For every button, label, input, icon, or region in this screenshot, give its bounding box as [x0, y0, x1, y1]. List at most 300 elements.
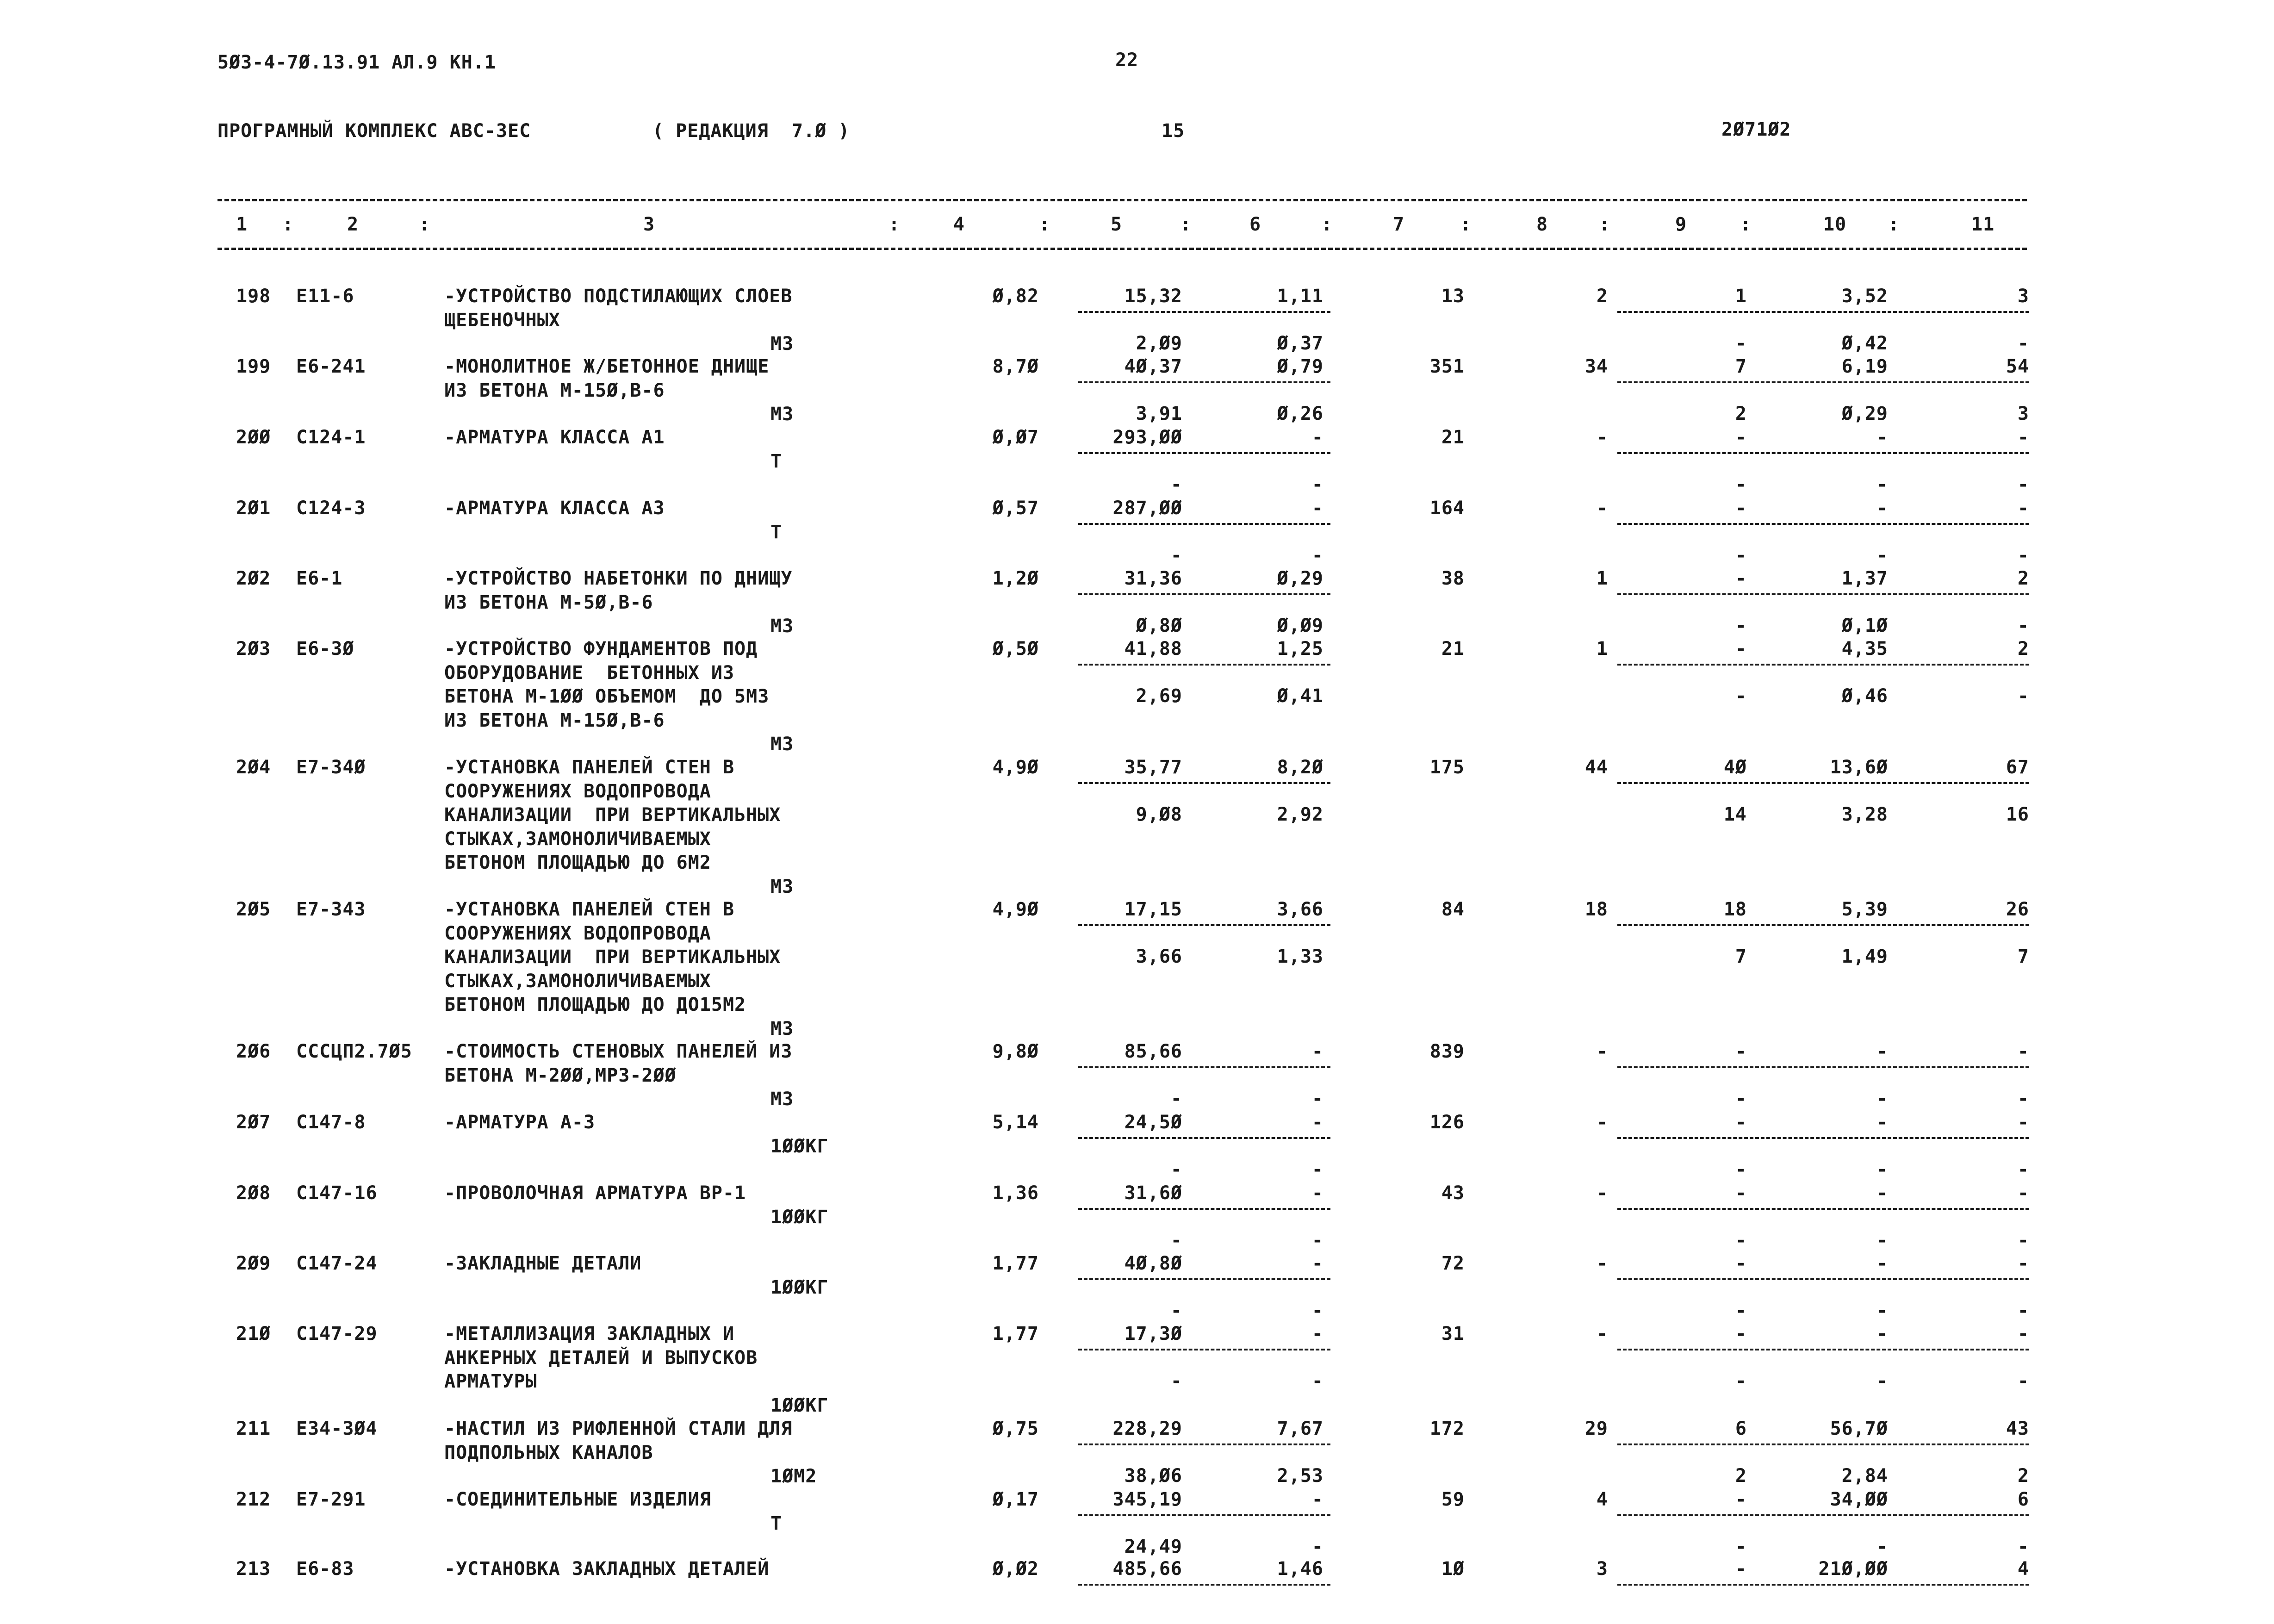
row-unit: Т	[770, 1512, 783, 1534]
cell-col-5: 485,66	[1112, 1558, 1182, 1580]
column-separator: :	[419, 214, 431, 235]
cell-col-8: 29	[1584, 1418, 1608, 1439]
sub-cell-col-6: 2,92	[1277, 804, 1323, 825]
cell-col-6: 3,66	[1277, 899, 1323, 920]
column-separator: :	[1039, 214, 1051, 235]
cell-col-10: -	[1876, 1182, 1888, 1204]
sub-cell-col-6: Ø,Ø9	[1277, 615, 1323, 636]
sub-cell-col-6: -	[1311, 1230, 1323, 1251]
cell-col-7: 351	[1429, 356, 1465, 377]
cell-col-9: -	[1735, 1558, 1747, 1580]
sub-rule	[1078, 1349, 1330, 1350]
column-separator: :	[1740, 214, 1752, 235]
cell-col-9: 7	[1735, 356, 1747, 377]
sub-cell-col-5: 24,49	[1124, 1536, 1182, 1557]
cell-col-7: 1Ø	[1441, 1558, 1465, 1580]
sub-cell-col-5: 3,66	[1136, 946, 1182, 967]
cell-col-4: 9,8Ø	[992, 1041, 1039, 1062]
cell-col-8: 44	[1584, 757, 1608, 778]
cell-col-6: 1,25	[1277, 638, 1323, 660]
column-header-6: 6	[1249, 214, 1261, 235]
row-number: 2Ø9	[236, 1253, 271, 1274]
sheet-number: 15	[1162, 120, 1185, 142]
row-code: С147-16	[296, 1182, 378, 1204]
row-number: 2Ø5	[236, 899, 271, 920]
row-description: СООРУЖЕНИЯХ ВОДОПРОВОДА	[444, 922, 711, 944]
row-description: -АРМАТУРА КЛАССА А1	[444, 427, 665, 448]
sub-cell-col-6: -	[1311, 1300, 1323, 1321]
cell-col-7: 839	[1429, 1041, 1465, 1062]
sub-cell-col-10: -	[1876, 1159, 1888, 1180]
sub-cell-col-5: 3,91	[1136, 403, 1182, 424]
cell-col-11: -	[2017, 1323, 2029, 1344]
row-unit: 1ØØКГ	[770, 1206, 829, 1228]
cell-col-10: -	[1876, 498, 1888, 519]
sub-cell-col-11: 3	[2017, 403, 2029, 424]
cell-col-7: 38	[1441, 568, 1465, 589]
column-separator: :	[1460, 214, 1472, 235]
sub-cell-col-9: 2	[1735, 1465, 1747, 1487]
sub-rule	[1617, 1444, 2029, 1445]
cell-col-4: 1,2Ø	[992, 568, 1039, 589]
cell-col-9: 18	[1723, 899, 1747, 920]
cell-col-9: -	[1735, 1253, 1747, 1274]
sub-cell-col-10: Ø,46	[1841, 685, 1888, 707]
cell-col-7: 164	[1429, 498, 1465, 519]
sub-cell-col-9: 14	[1723, 804, 1747, 825]
row-description: СТЫКАХ,ЗАМОНОЛИЧИВАЕМЫХ	[444, 970, 711, 992]
sub-rule	[1078, 523, 1330, 525]
row-code: Е6-83	[296, 1558, 354, 1580]
row-number: 211	[236, 1418, 271, 1439]
sub-rule	[1617, 1066, 2029, 1068]
cell-col-8: 4	[1596, 1489, 1608, 1510]
cell-col-7: 13	[1441, 286, 1465, 307]
cell-col-6: -	[1311, 1323, 1323, 1344]
row-number: 198	[236, 286, 271, 307]
sub-cell-col-6: -	[1311, 545, 1323, 566]
row-unit: Т	[770, 450, 783, 472]
sub-rule	[1078, 1584, 1330, 1586]
cell-col-11: 2	[2017, 568, 2029, 589]
sub-cell-col-9: 7	[1735, 946, 1747, 967]
cell-col-4: 8,7Ø	[992, 356, 1039, 377]
row-unit: М3	[770, 1018, 794, 1039]
sub-cell-col-5: -	[1170, 474, 1182, 495]
sub-cell-col-9: -	[1735, 685, 1747, 707]
row-description: ОБОРУДОВАНИЕ БЕТОННЫХ ИЗ	[444, 662, 735, 684]
row-number: 2Ø3	[236, 638, 271, 660]
cell-col-5: 85,66	[1124, 1041, 1182, 1062]
cell-col-5: 293,ØØ	[1112, 427, 1182, 448]
sub-cell-col-11: -	[2017, 474, 2029, 495]
row-description: -АРМАТУРА КЛАССА А3	[444, 498, 665, 519]
sub-cell-col-9: -	[1735, 615, 1747, 636]
cell-col-6: Ø,79	[1277, 356, 1323, 377]
cell-col-5: 17,15	[1124, 899, 1182, 920]
program-name: ПРОГРАМНЫЙ КОМПЛЕКС АВС-3ЕС	[217, 120, 531, 142]
column-header-8: 8	[1536, 214, 1548, 235]
cell-col-5: 17,3Ø	[1124, 1323, 1182, 1344]
row-description: КАНАЛИЗАЦИИ ПРИ ВЕРТИКАЛЬНЫХ	[444, 804, 781, 826]
sub-cell-col-6: -	[1311, 1536, 1323, 1557]
sub-cell-col-11: -	[2017, 1536, 2029, 1557]
cell-col-8: -	[1596, 1112, 1608, 1133]
column-separator: :	[1888, 214, 1900, 235]
sub-cell-col-6: 1,33	[1277, 946, 1323, 967]
row-number: 213	[236, 1558, 271, 1580]
row-number: 21Ø	[236, 1323, 271, 1344]
cell-col-8: -	[1596, 1253, 1608, 1274]
cell-col-4: 1,77	[992, 1253, 1039, 1274]
sub-cell-col-6: Ø,26	[1277, 403, 1323, 424]
cell-col-9: -	[1735, 1041, 1747, 1062]
sub-cell-col-5: -	[1170, 545, 1182, 566]
column-header-11: 11	[1971, 214, 1995, 235]
cell-col-10: -	[1876, 1323, 1888, 1344]
sub-cell-col-9: -	[1735, 1300, 1747, 1321]
sub-cell-col-6: 2,53	[1277, 1465, 1323, 1487]
sub-cell-col-5: -	[1170, 1370, 1182, 1392]
column-header-2: 2	[347, 214, 359, 235]
cell-col-5: 345,19	[1112, 1489, 1182, 1510]
cell-col-6: -	[1311, 1489, 1323, 1510]
sub-rule	[1617, 924, 2029, 926]
row-description: КАНАЛИЗАЦИИ ПРИ ВЕРТИКАЛЬНЫХ	[444, 946, 781, 968]
row-code: Е11-6	[296, 286, 354, 307]
cell-col-6: -	[1311, 1041, 1323, 1062]
cell-col-11: 26	[2006, 899, 2029, 920]
cell-col-6: 8,2Ø	[1277, 757, 1323, 778]
cell-col-11: 4	[2017, 1558, 2029, 1580]
document-code: 5Ø3-4-7Ø.13.91 АЛ.9 КН.1	[217, 52, 496, 73]
cell-col-8: -	[1596, 1041, 1608, 1062]
sub-rule	[1078, 593, 1330, 595]
sub-rule	[1617, 311, 2029, 313]
cell-col-9: -	[1735, 1489, 1747, 1510]
cell-col-6: -	[1311, 1182, 1323, 1204]
sub-rule	[1617, 1584, 2029, 1586]
sub-cell-col-11: 2	[2017, 1465, 2029, 1487]
sub-cell-col-9: -	[1735, 1536, 1747, 1557]
sub-cell-col-6: -	[1311, 1159, 1323, 1180]
sub-rule	[1078, 1278, 1330, 1280]
cell-col-10: -	[1876, 1041, 1888, 1062]
row-code: Е7-34Ø	[296, 757, 366, 778]
row-description: -МЕТАЛЛИЗАЦИЯ ЗАКЛАДНЫХ И	[444, 1323, 735, 1344]
sub-rule	[1078, 1137, 1330, 1139]
row-unit: М3	[770, 734, 794, 755]
sub-rule	[1617, 452, 2029, 454]
cell-col-4: Ø,82	[992, 286, 1039, 307]
row-description: -УСТАНОВКА ЗАКЛАДНЫХ ДЕТАЛЕЙ	[444, 1558, 770, 1580]
row-number: 2Ø7	[236, 1112, 271, 1133]
row-description: БЕТОНОМ ПЛОЩАДЬЮ ДО ДО15М2	[444, 994, 746, 1015]
cell-col-11: -	[2017, 1253, 2029, 1274]
sub-cell-col-5: -	[1170, 1159, 1182, 1180]
cell-col-7: 21	[1441, 427, 1465, 448]
column-header-3: 3	[643, 214, 655, 235]
row-unit: М3	[770, 616, 794, 637]
cell-col-4: 4,9Ø	[992, 757, 1039, 778]
cell-col-10: 13,6Ø	[1830, 757, 1888, 778]
sub-cell-col-10: -	[1876, 474, 1888, 495]
sub-cell-col-11: 7	[2017, 946, 2029, 967]
row-code: С124-3	[296, 498, 366, 519]
cell-col-8: 34	[1584, 356, 1608, 377]
row-description: -СТОИМОСТЬ СТЕНОВЫХ ПАНЕЛЕЙ ИЗ	[444, 1041, 793, 1062]
row-unit: 1ØØКГ	[770, 1276, 829, 1298]
cell-col-11: 2	[2017, 638, 2029, 660]
sub-cell-col-5: -	[1170, 1088, 1182, 1109]
cell-col-5: 35,77	[1124, 757, 1182, 778]
cell-col-7: 172	[1429, 1418, 1465, 1439]
sub-cell-col-9: -	[1735, 1370, 1747, 1392]
column-header-10: 10	[1823, 214, 1847, 235]
row-unit: Т	[770, 521, 783, 543]
cell-col-9: 6	[1735, 1418, 1747, 1439]
row-description: ПОДПОЛЬНЫХ КАНАЛОВ	[444, 1442, 653, 1463]
sub-cell-col-10: 2,84	[1841, 1465, 1888, 1487]
row-description: -УСТАНОВКА ПАНЕЛЕЙ СТЕН В	[444, 757, 735, 778]
sub-cell-col-11: -	[2017, 1159, 2029, 1180]
column-separator: :	[1599, 214, 1611, 235]
sub-rule	[1078, 1514, 1330, 1516]
cell-col-6: -	[1311, 427, 1323, 448]
sub-cell-col-10: Ø,42	[1841, 333, 1888, 354]
row-description: -МОНОЛИТНОЕ Ж/БЕТОННОЕ ДНИЩЕ	[444, 356, 770, 377]
row-description: -УСТРОЙСТВО ФУНДАМЕНТОВ ПОД	[444, 638, 758, 660]
sub-rule	[1078, 452, 1330, 454]
cell-col-10: -	[1876, 1112, 1888, 1133]
row-description: -УСТРОЙСТВО НАБЕТОНКИ ПО ДНИЩУ	[444, 568, 793, 589]
cell-col-11: 3	[2017, 286, 2029, 307]
sub-rule	[1617, 1349, 2029, 1350]
sub-cell-col-9: 2	[1735, 403, 1747, 424]
sub-rule	[1617, 1278, 2029, 1280]
sub-cell-col-9: -	[1735, 333, 1747, 354]
sub-cell-col-9: -	[1735, 1230, 1747, 1251]
sub-cell-col-10: -	[1876, 1536, 1888, 1557]
cell-col-5: 4Ø,37	[1124, 356, 1182, 377]
row-number: 2ØØ	[236, 427, 271, 448]
cell-col-4: Ø,75	[992, 1418, 1039, 1439]
row-description: СТЫКАХ,ЗАМОНОЛИЧИВАЕМЫХ	[444, 828, 711, 850]
cell-col-10: 21Ø,ØØ	[1818, 1558, 1888, 1580]
cell-col-8: -	[1596, 427, 1608, 448]
row-description: АРМАТУРЫ	[444, 1371, 537, 1392]
row-unit: М3	[770, 333, 794, 355]
row-unit: 1ØØКГ	[770, 1394, 829, 1416]
sub-rule	[1078, 924, 1330, 926]
row-number: 2Ø4	[236, 757, 271, 778]
cell-col-10: 4,35	[1841, 638, 1888, 660]
cell-col-4: 5,14	[992, 1112, 1039, 1133]
row-description: БЕТОНОМ ПЛОЩАДЬЮ ДО 6М2	[444, 852, 711, 873]
sub-cell-col-5: 38,Ø6	[1124, 1465, 1182, 1487]
row-code: С147-29	[296, 1323, 378, 1344]
column-separator: :	[1180, 214, 1192, 235]
cell-col-10: 6,19	[1841, 356, 1888, 377]
row-code: Е6-1	[296, 568, 343, 589]
sub-cell-col-9: -	[1735, 1159, 1747, 1180]
row-description: БЕТОНА М-1ØØ ОБЪЕМОМ ДО 5М3	[444, 686, 770, 707]
row-code: Е7-291	[296, 1489, 366, 1510]
sub-rule	[1078, 664, 1330, 666]
row-description: БЕТОНА М-2ØØ,МР3-2ØØ	[444, 1064, 677, 1086]
cell-col-11: -	[2017, 1041, 2029, 1062]
sub-cell-col-10: -	[1876, 1230, 1888, 1251]
cell-col-11: -	[2017, 427, 2029, 448]
row-code: СССЦП2.7Ø5	[296, 1041, 412, 1062]
column-header-9: 9	[1675, 214, 1687, 235]
row-description: ЩЕБЕНОЧНЫХ	[444, 309, 560, 331]
column-header-1: 1	[236, 214, 248, 235]
cell-col-5: 31,36	[1124, 568, 1182, 589]
column-header-4: 4	[953, 214, 965, 235]
column-separator: :	[1321, 214, 1333, 235]
cell-col-6: Ø,29	[1277, 568, 1323, 589]
cell-col-6: -	[1311, 1253, 1323, 1274]
table-top-rule	[217, 199, 2027, 201]
row-code: С147-8	[296, 1112, 366, 1133]
row-number: 212	[236, 1489, 271, 1510]
cell-col-9: -	[1735, 1182, 1747, 1204]
sub-rule	[1617, 1137, 2029, 1139]
cell-col-8: 1	[1596, 638, 1608, 660]
sub-cell-col-9: -	[1735, 545, 1747, 566]
sub-rule	[1617, 1514, 2029, 1516]
sub-cell-col-10: -	[1876, 1370, 1888, 1392]
cell-col-4: Ø,Ø2	[992, 1558, 1039, 1580]
cell-col-8: 18	[1584, 899, 1608, 920]
cell-col-10: -	[1876, 427, 1888, 448]
row-unit: 1ØØКГ	[770, 1135, 829, 1157]
sub-cell-col-5: Ø,8Ø	[1136, 615, 1182, 636]
program-code: 2Ø71Ø2	[1721, 119, 1791, 140]
cell-col-7: 72	[1441, 1253, 1465, 1274]
cell-col-7: 59	[1441, 1489, 1465, 1510]
cell-col-11: 54	[2006, 356, 2029, 377]
cell-col-11: 6	[2017, 1489, 2029, 1510]
cell-col-10: 1,37	[1841, 568, 1888, 589]
cell-col-10: 3,52	[1841, 286, 1888, 307]
sub-cell-col-5: 2,Ø9	[1136, 333, 1182, 354]
cell-col-11: -	[2017, 498, 2029, 519]
sub-cell-col-6: Ø,41	[1277, 685, 1323, 707]
sub-cell-col-5: 2,69	[1136, 685, 1182, 707]
sub-cell-col-5: 9,Ø8	[1136, 804, 1182, 825]
cell-col-8: 1	[1596, 568, 1608, 589]
cell-col-4: 1,77	[992, 1323, 1039, 1344]
cell-col-6: 7,67	[1277, 1418, 1323, 1439]
sub-cell-col-11: -	[2017, 615, 2029, 636]
sub-cell-col-11: -	[2017, 1370, 2029, 1392]
sub-rule	[1617, 782, 2029, 784]
sub-cell-col-5: -	[1170, 1230, 1182, 1251]
row-code: Е6-241	[296, 356, 366, 377]
row-unit: М3	[770, 876, 794, 897]
sub-rule	[1617, 664, 2029, 666]
cell-col-5: 24,5Ø	[1124, 1112, 1182, 1133]
row-number: 2Ø2	[236, 568, 271, 589]
row-unit: 1ØМ2	[770, 1466, 817, 1487]
sub-cell-col-11: 16	[2006, 804, 2029, 825]
cell-col-11: 67	[2006, 757, 2029, 778]
row-number: 199	[236, 356, 271, 377]
row-code: Е7-343	[296, 899, 366, 920]
sub-cell-col-5: -	[1170, 1300, 1182, 1321]
cell-col-4: Ø,57	[992, 498, 1039, 519]
row-number: 2Ø1	[236, 498, 271, 519]
sub-rule	[1078, 1066, 1330, 1068]
cell-col-8: 2	[1596, 286, 1608, 307]
sub-cell-col-10: Ø,1Ø	[1841, 615, 1888, 636]
column-header-7: 7	[1393, 214, 1405, 235]
row-code: С124-1	[296, 427, 366, 448]
cell-col-11: -	[2017, 1182, 2029, 1204]
sub-rule	[1617, 381, 2029, 383]
sub-cell-col-10: -	[1876, 1088, 1888, 1109]
sub-cell-col-10: 1,49	[1841, 946, 1888, 967]
sub-rule	[1078, 311, 1330, 313]
cell-col-5: 31,6Ø	[1124, 1182, 1182, 1204]
row-description: -УСТАНОВКА ПАНЕЛЕЙ СТЕН В	[444, 899, 735, 920]
cell-col-5: 41,88	[1124, 638, 1182, 660]
program-edition: ( РЕДАКЦИЯ 7.Ø )	[652, 120, 850, 142]
sub-cell-col-10: Ø,29	[1841, 403, 1888, 424]
cell-col-6: 1,11	[1277, 286, 1323, 307]
sub-cell-col-11: -	[2017, 1230, 2029, 1251]
cell-col-7: 21	[1441, 638, 1465, 660]
cell-col-10: 56,7Ø	[1830, 1418, 1888, 1439]
row-number: 2Ø6	[236, 1041, 271, 1062]
cell-col-11: -	[2017, 1112, 2029, 1133]
cell-col-5: 15,32	[1124, 286, 1182, 307]
sub-cell-col-9: -	[1735, 1088, 1747, 1109]
sub-cell-col-10: -	[1876, 1300, 1888, 1321]
cell-col-7: 126	[1429, 1112, 1465, 1133]
cell-col-7: 84	[1441, 899, 1465, 920]
cell-col-5: 4Ø,8Ø	[1124, 1253, 1182, 1274]
row-description: СООРУЖЕНИЯХ ВОДОПРОВОДА	[444, 780, 711, 802]
sub-rule	[1617, 593, 2029, 595]
cell-col-4: 1,36	[992, 1182, 1039, 1204]
sub-cell-col-10: 3,28	[1841, 804, 1888, 825]
cell-col-9: 1	[1735, 286, 1747, 307]
column-separator: :	[282, 214, 294, 235]
cell-col-4: Ø,Ø7	[992, 427, 1039, 448]
cell-col-9: -	[1735, 1323, 1747, 1344]
row-description: -ПРОВОЛОЧНАЯ АРМАТУРА ВР-1	[444, 1182, 746, 1204]
column-header-5: 5	[1111, 214, 1123, 235]
sub-rule	[1617, 1208, 2029, 1210]
cell-col-6: -	[1311, 1112, 1323, 1133]
sub-cell-col-10: -	[1876, 545, 1888, 566]
row-description: ИЗ БЕТОНА М-15Ø,В-6	[444, 380, 665, 401]
cell-col-4: Ø,5Ø	[992, 638, 1039, 660]
cell-col-4: 4,9Ø	[992, 899, 1039, 920]
sub-cell-col-6: -	[1311, 1370, 1323, 1392]
sub-cell-col-6: -	[1311, 1088, 1323, 1109]
sub-cell-col-11: -	[2017, 685, 2029, 707]
row-description: ИЗ БЕТОНА М-15Ø,В-6	[444, 709, 665, 731]
sub-cell-col-6: Ø,37	[1277, 333, 1323, 354]
cell-col-4: Ø,17	[992, 1489, 1039, 1510]
cell-col-6: 1,46	[1277, 1558, 1323, 1580]
sub-cell-col-11: -	[2017, 545, 2029, 566]
cell-col-6: -	[1311, 498, 1323, 519]
